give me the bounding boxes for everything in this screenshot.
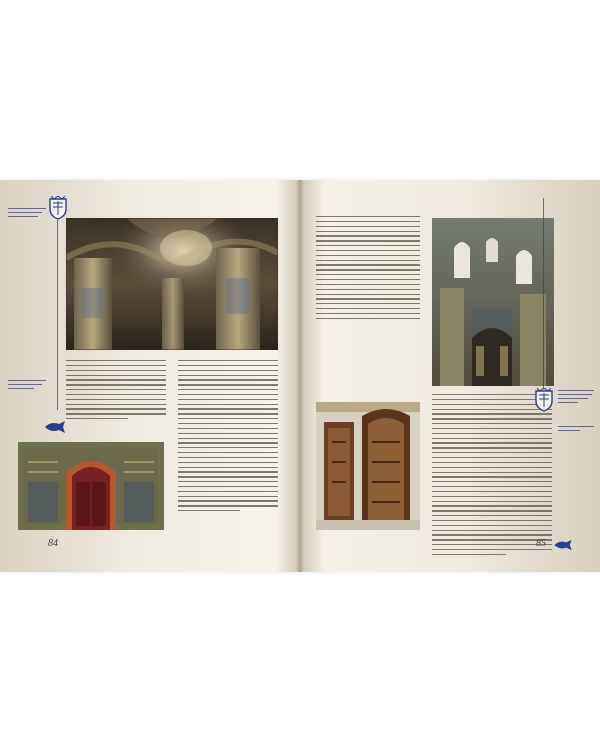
right-page-number: 85 — [536, 538, 546, 549]
book-gutter — [296, 180, 304, 572]
coat-of-arms-icon — [534, 388, 554, 412]
right-page-column-1 — [316, 216, 420, 323]
fish-ornament-icon — [552, 539, 574, 551]
book-spread — [0, 180, 600, 572]
left-margin-rule — [57, 220, 58, 410]
carved-doorway-photo — [18, 442, 164, 530]
caption-mid-left — [8, 380, 48, 392]
right-margin-rule — [543, 198, 544, 388]
caption-right-upper — [558, 390, 598, 406]
left-page-column-1 — [66, 360, 166, 423]
coat-of-arms-icon — [48, 196, 68, 220]
left-page-number: 84 — [48, 538, 58, 549]
church-nave-photo — [432, 218, 554, 386]
left-page-column-2 — [178, 360, 278, 515]
caption-top-left — [8, 208, 48, 220]
right-page-column-2 — [432, 394, 552, 559]
wooden-doors-photo — [316, 402, 420, 530]
cathedral-interior-photo — [66, 218, 278, 350]
caption-right-lower — [558, 426, 598, 434]
fish-ornament-icon — [43, 420, 67, 434]
